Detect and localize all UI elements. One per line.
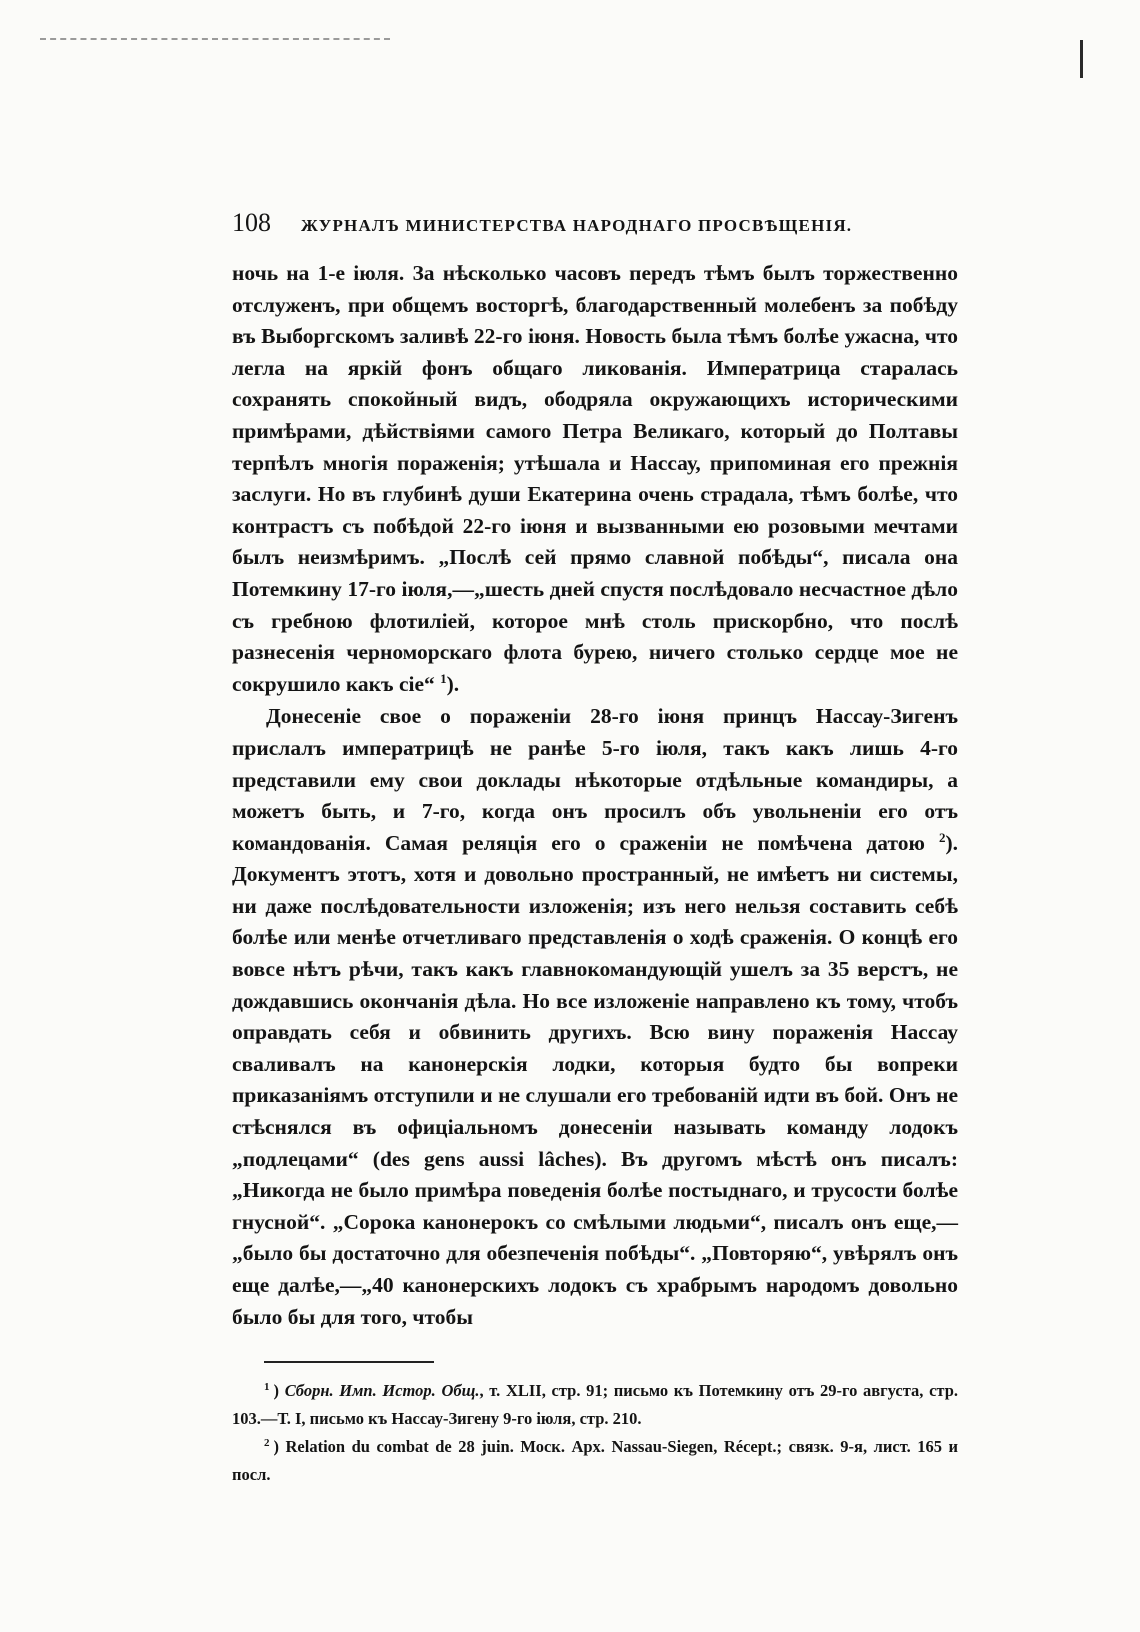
footnote-1-mark: 1 (264, 1380, 270, 1393)
document-page (232, 208, 958, 1489)
page-number: 108 (232, 208, 271, 237)
footnote-1: $^1$ ) Сборн. Имп. Истор. Общ., т. XLII, стр. 91; письмо къ Потемкину отъ 29-го августа, стр. 103.—Т. I, письмо къ Нассау-Зигену 9-го іюля, стр. 210. (232, 1380, 959, 1429)
footnote-1-text: , т. XLII, стр. 91; письмо къ Потемкину отъ 29-го августа, стр. 103.—Т. I, письмо къ Нассау-Зигену 9-го іюля, стр. 210. (232, 1381, 959, 1429)
footnote-2-mark: 2 (264, 1436, 270, 1449)
footnote-1-source: Сборн. Имп. Истор. Общ. (284, 1381, 480, 1401)
scan-edge-mark (40, 38, 390, 40)
paragraph-1-text: ночь на 1-е іюля. За нѣсколько часовъ передъ тѣмъ былъ торжественно отслуженъ, при общемъ восторгѣ, благодарственный молебенъ за побѣду въ Выборгскомъ заливѣ 22-го іюня. Новость была тѣмъ болѣе ужасна, что легла на яркій фонъ общаго ликованія. Императрица старалась сохранять спокойный видъ, ободряла окружающихъ историческими примѣрами, дѣйствіями самого Петра Великаго, который до Полтавы терпѣлъ многія пораженія; утѣшала и Нассау, припоминая его прежнія заслуги. Но въ глубинѣ души Екатерина очень страдала, тѣмъ болѣе, что контрастъ съ побѣдой 22-го іюня и вызванными ею розовыми мечтами былъ неизмѣримъ. „Послѣ сей прямо славной побѣды“, писала она Потемкину 17-го іюля,—„шесть дней спустя послѣдовало несчастное дѣло съ гребною флотиліей, которое мнѣ столь прискорбно, что послѣ разнесенія черноморскаго флота бурею, ничего столько сердце мое не сокрушило какъ сіе“ (232, 261, 958, 696)
journal-title: ЖУРНАЛЪ МИНИСТЕРСТВА НАРОДНАГО ПРОСВѢЩЕНІЯ. (301, 216, 853, 235)
paragraph-2-text: Донесеніе свое о пораженіи 28-го іюня принцъ Нассау-Зигенъ прислалъ императрицѣ не ранѣе 5-го іюля, такъ какъ лишь 4-го представили ему свои доклады нѣкоторые отдѣльные командиры, а можетъ быть, и 7-го, когда онъ просилъ объ увольненіи его отъ командованія. Самая реляція его о сраженіи не помѣчена датою (232, 704, 958, 855)
footnote-2-text: ) Relation du combat de 28 juin. Моск. Арх. Nassau-Siegen, Récept.; связк. 9-я, лист. 165 и посл. (232, 1437, 958, 1485)
footnote-ref-2: 2 (938, 829, 946, 845)
footnote-ref-1: 1 (440, 670, 447, 686)
footnote-2 (232, 1433, 958, 1489)
paragraph-2 (232, 701, 958, 1333)
footnotes (232, 1377, 958, 1489)
footnote-separator (264, 1361, 434, 1363)
paragraph-2-rest: ). Документъ этотъ, хотя и довольно пространный, не имѣетъ ни системы, ни даже послѣдовательности изложенія; изъ него нельзя составить себѣ болѣе или менѣе отчетливаго представленія о ходѣ сраженія. О концѣ его вовсе нѣтъ рѣчи, такъ какъ главнокомандующій ушелъ за 35 верстъ, не дождавшись окончанія дѣла. Но все изложеніе направлено къ тому, чтобъ оправдать себя и обвинить другихъ. Всю вину пораженія Нассау сваливалъ на канонерскія лодки, которыя будто бы вопреки приказаніямъ отступили и не слушали его требованій идти въ бой. Онъ не стѣснялся въ офиціальномъ донесеніи называть команду лодокъ „подлецами“ (des gens aussi lâches). Въ другомъ мѣстѣ онъ писалъ: „Никогда не было примѣра поведенія болѣе постыднаго, и трусости болѣе гнусной“. „Сорока канонерокъ со смѣлыми людьми“, писалъ онъ еще,—„было бы достаточно для обезпеченія побѣды“. „Повторяю“, увѣрялъ онъ еще далѣе,—„40 канонерскихъ лодокъ съ храбрымъ народомъ довольно было бы для того, чтобы (232, 830, 959, 1329)
running-head (232, 208, 958, 248)
paragraph-1 (232, 258, 958, 700)
paragraph-1-end: ). (446, 671, 460, 696)
body-text (232, 258, 958, 1333)
scan-edge-bar (1080, 40, 1083, 78)
